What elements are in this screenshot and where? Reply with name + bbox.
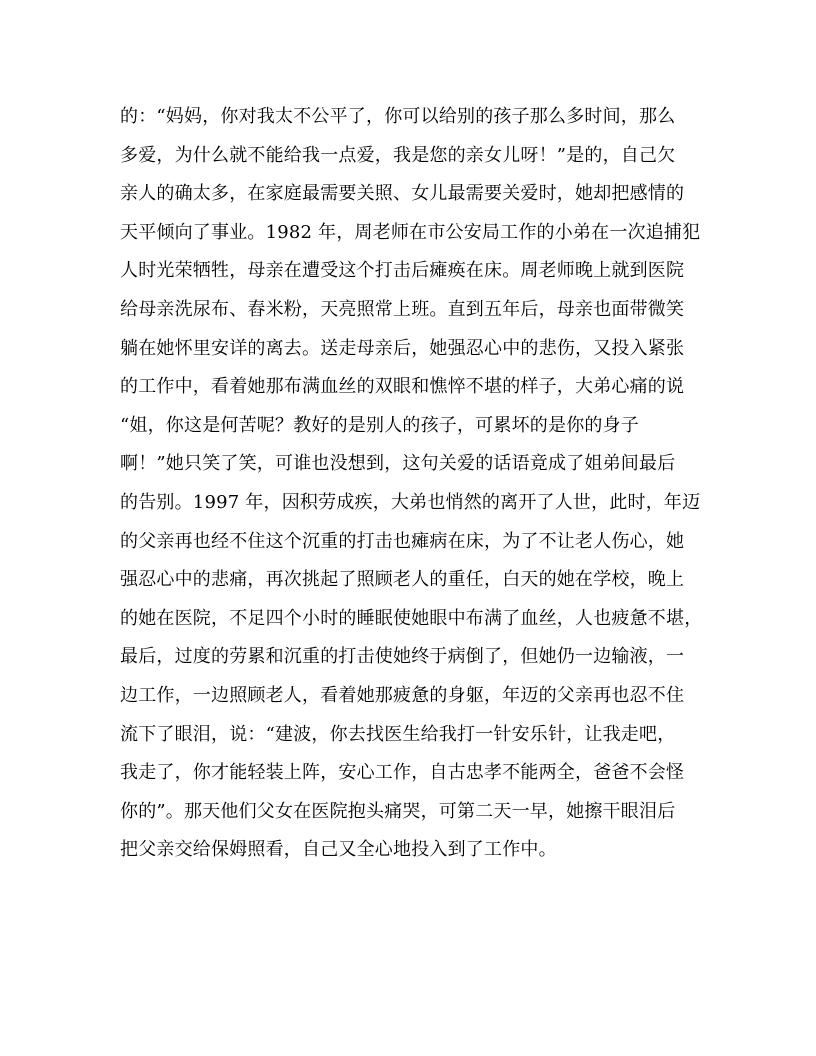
text-line: 躺在她怀里安详的离去。送走母亲后，她强忍心中的悲伤，又投入紧张 <box>120 337 685 359</box>
text-line: 最后，过度的劳累和沉重的打击使她终于病倒了，但她仍一边输液，一 <box>120 646 685 668</box>
text-line: 亲人的确太多，在家庭最需要关照、女儿最需要关爱时，她却把感情的 <box>120 183 685 205</box>
text-line: 边工作，一边照顾老人，看着她那疲惫的身躯，年迈的父亲再也忍不住 <box>120 684 685 706</box>
text-line: 流下了眼泪，说：“建波，你去找医生给我打一针安乐针，让我走吧， <box>120 723 676 745</box>
text-line: 的她在医院，不足四个小时的睡眠使她眼中布满了血丝，人也疲惫不堪， <box>120 607 703 629</box>
text-line: 多爱，为什么就不能给我一点爱，我是您的亲女儿呀！”是的，自己欠 <box>120 144 676 166</box>
text-line: “姐，你这是何苦呢？教好的是别人的孩子，可累坏的是你的身子 <box>120 414 639 436</box>
text-line: 强忍心中的悲痛，再次挑起了照顾老人的重任，白天的她在学校，晚上 <box>120 569 685 591</box>
text-line: 把父亲交给保姆照看，自己又全心地投入到了工作中。 <box>120 839 557 861</box>
text-line: 的工作中，看着她那布满血丝的双眼和憔悴不堪的样子，大弟心痛的说 <box>120 376 685 398</box>
text-line: 人时光荣牺牲，母亲在遭受这个打击后瘫痪在床。周老师晚上就到医院 <box>120 260 685 282</box>
text-line: 你的”。那天他们父女在医院抱头痛哭，可第二天一早，她擦干眼泪后 <box>120 800 676 822</box>
text-line: 的父亲再也经不住这个沉重的打击也瘫病在床，为了不让老人伤心，她 <box>120 530 685 552</box>
text-line: 给母亲洗尿布、舂米粉，天亮照常上班。直到五年后，母亲也面带微笑 <box>120 298 685 320</box>
text-line: 啊！”她只笑了笑，可谁也没想到，这句关爱的话语竟成了姐弟间最后 <box>120 453 676 475</box>
text-line: 我走了，你才能轻装上阵，安心工作，自古忠孝不能两全，爸爸不会怪 <box>120 762 685 784</box>
text-line: 的：“妈妈，你对我太不公平了，你可以给别的孩子那么多时间，那么 <box>120 106 676 127</box>
body-paragraph <box>120 98 703 870</box>
text-line: 天平倾向了事业。1982 年，周老师在市公安局工作的小弟在一次追捕犯 <box>120 221 701 243</box>
text-line: 的告别。1997 年，因积劳成疾，大弟也悄然的离开了人世，此时，年迈 <box>120 491 701 513</box>
